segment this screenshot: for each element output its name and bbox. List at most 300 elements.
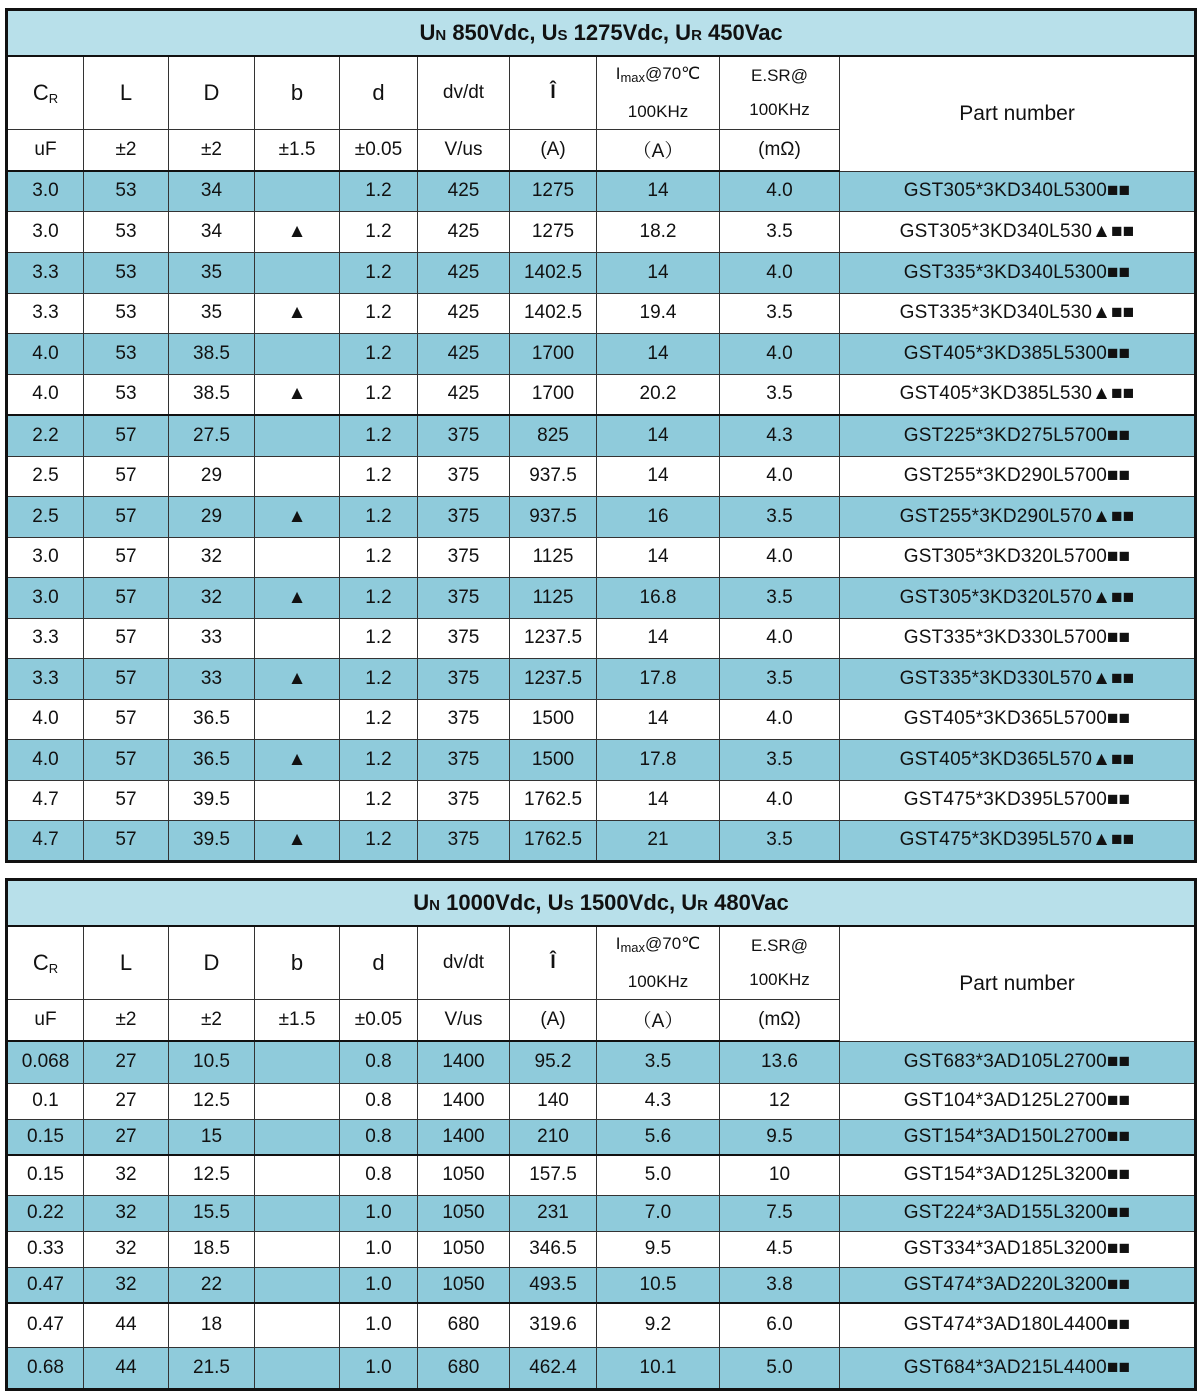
table-title [7,10,1196,56]
table-row [7,171,1196,211]
cell-lead-diameter: 1.2 [340,699,418,739]
cell-dvdt: 375 [418,537,510,577]
spec-table-850vdc [5,8,1197,863]
cell-lead-diameter: 1.2 [340,658,418,699]
cell-dvdt: 375 [418,739,510,780]
table-row [7,252,1196,293]
title-us-subscript: S [557,26,568,44]
cell-capacitance: 3.0 [7,537,84,577]
cell-imax: 14 [597,537,720,577]
cell-esr: 3.5 [720,211,840,252]
table-row [7,1303,1196,1347]
table-row [7,1041,1196,1083]
cell-part-number: GST683*3AD105L2700■■ [840,1041,1196,1083]
cell-b-marker [255,171,340,211]
cell-part-number: GST255*3KD290L5700■■ [840,456,1196,496]
cell-length: 57 [84,496,169,537]
cell-peak-current: 1125 [510,537,597,577]
cell-b-marker: ▲ [255,658,340,699]
cell-lead-diameter: 1.2 [340,415,418,456]
cell-dvdt: 375 [418,618,510,658]
cell-esr: 3.5 [720,820,840,861]
cell-capacitance: 0.33 [7,1231,84,1267]
table-row [7,415,1196,456]
cell-peak-current: 1762.5 [510,780,597,820]
table-row [7,456,1196,496]
cell-length: 32 [84,1231,169,1267]
cell-peak-current: 1125 [510,577,597,618]
cell-part-number: GST405*3KD385L530▲■■ [840,374,1196,415]
cell-esr: 3.5 [720,658,840,699]
cell-part-number: GST475*3KD395L5700■■ [840,780,1196,820]
cell-dvdt: 375 [418,820,510,861]
unit-cr: uF [7,999,84,1041]
cell-esr: 3.5 [720,374,840,415]
cell-lead-diameter: 1.0 [340,1267,418,1303]
cell-part-number: GST104*3AD125L2700■■ [840,1083,1196,1119]
cell-imax: 7.0 [597,1195,720,1231]
cell-length: 27 [84,1119,169,1155]
cell-diameter: 35 [169,293,255,333]
cell-peak-current: 1500 [510,739,597,780]
cell-imax: 20.2 [597,374,720,415]
cell-b-marker [255,1303,340,1347]
cell-capacitance: 3.0 [7,577,84,618]
cell-length: 57 [84,415,169,456]
cell-part-number: GST305*3KD320L5700■■ [840,537,1196,577]
table-row [7,1083,1196,1119]
cell-dvdt: 425 [418,293,510,333]
cell-length: 44 [84,1303,169,1347]
cell-length: 44 [84,1347,169,1389]
cell-diameter: 36.5 [169,699,255,739]
cell-dvdt: 425 [418,333,510,374]
cell-dvdt: 375 [418,699,510,739]
cell-diameter: 32 [169,537,255,577]
cell-imax: 10.5 [597,1267,720,1303]
unit-l: ±2 [84,129,169,171]
title-ur-subscript: R [697,896,708,914]
header-diameter: D [169,56,255,130]
cell-dvdt: 680 [418,1303,510,1347]
cell-esr: 9.5 [720,1119,840,1155]
cell-length: 57 [84,820,169,861]
cell-imax: 9.5 [597,1231,720,1267]
table-row [7,537,1196,577]
header-dvdt: dv/dt [418,926,510,1000]
cell-b-marker [255,333,340,374]
header-capacitance [7,926,84,1000]
title-un-symbol: U [413,889,430,915]
cell-diameter: 12.5 [169,1155,255,1195]
cell-esr: 7.5 [720,1195,840,1231]
cell-diameter: 18.5 [169,1231,255,1267]
cell-peak-current: 937.5 [510,496,597,537]
title-ur-value: 450Vac [708,19,783,45]
cell-length: 57 [84,658,169,699]
header-imax-subscript: max [620,939,646,955]
cell-imax: 21 [597,820,720,861]
cell-imax: 14 [597,171,720,211]
cell-esr: 4.0 [720,456,840,496]
cell-capacitance: 3.0 [7,211,84,252]
unit-ihat: (A) [510,129,597,171]
cell-esr: 3.5 [720,496,840,537]
cell-lead-diameter: 1.2 [340,537,418,577]
cell-dvdt: 1050 [418,1155,510,1195]
header-esr [720,56,840,130]
cell-diameter: 32 [169,577,255,618]
cell-imax: 14 [597,456,720,496]
cell-esr: 4.0 [720,171,840,211]
cell-length: 53 [84,374,169,415]
cell-peak-current: 210 [510,1119,597,1155]
cell-dvdt: 375 [418,415,510,456]
cell-part-number: GST475*3KD395L570▲■■ [840,820,1196,861]
cell-b-marker [255,1347,340,1389]
cell-peak-current: 1500 [510,699,597,739]
cell-peak-current: 825 [510,415,597,456]
cell-imax: 3.5 [597,1041,720,1083]
cell-lead-diameter: 1.0 [340,1195,418,1231]
cell-dvdt: 1400 [418,1119,510,1155]
cell-length: 32 [84,1267,169,1303]
cell-capacitance: 4.0 [7,739,84,780]
unit-ihat: (A) [510,999,597,1041]
cell-b-marker [255,780,340,820]
header-esr-freq: 100KHz [749,99,810,119]
unit-dvdt: V/us [418,999,510,1041]
cell-length: 53 [84,211,169,252]
cell-diameter: 33 [169,618,255,658]
cell-peak-current: 1700 [510,374,597,415]
header-esr-label: E.SR@ [751,935,808,955]
header-esr-label: E.SR@ [751,65,808,85]
spec-table-1000vdc [5,878,1197,1391]
header-cr-subscript: R [48,960,59,976]
header-capacitance [7,56,84,130]
cell-diameter: 34 [169,211,255,252]
cell-capacitance: 0.15 [7,1155,84,1195]
cell-lead-diameter: 0.8 [340,1155,418,1195]
header-imax-temp: @70℃ [645,63,701,83]
table-row [7,820,1196,861]
title-ur-value: 480Vac [714,889,789,915]
cell-diameter: 33 [169,658,255,699]
cell-b-marker [255,1119,340,1155]
cell-length: 57 [84,780,169,820]
cell-diameter: 29 [169,496,255,537]
cell-capacitance: 3.3 [7,658,84,699]
cell-peak-current: 1700 [510,333,597,374]
cell-capacitance: 4.0 [7,374,84,415]
cell-peak-current: 1275 [510,171,597,211]
cell-length: 27 [84,1083,169,1119]
cell-part-number: GST305*3KD340L5300■■ [840,171,1196,211]
cell-diameter: 34 [169,171,255,211]
cell-imax: 14 [597,618,720,658]
header-imax [597,926,720,1000]
cell-lead-diameter: 1.2 [340,293,418,333]
cell-lead-diameter: 1.2 [340,171,418,211]
table-row [7,658,1196,699]
cell-capacitance: 4.7 [7,780,84,820]
cell-part-number: GST305*3KD320L570▲■■ [840,577,1196,618]
header-esr-freq: 100KHz [749,969,810,989]
cell-b-marker [255,1195,340,1231]
header-part-number: Part number [840,56,1196,172]
cell-esr: 10 [720,1155,840,1195]
header-esr [720,926,840,1000]
cell-diameter: 15.5 [169,1195,255,1231]
header-imax-freq: 100KHz [627,101,689,121]
cell-peak-current: 1762.5 [510,820,597,861]
cell-esr: 3.5 [720,577,840,618]
cell-b-marker [255,537,340,577]
table-row [7,1231,1196,1267]
cell-part-number: GST405*3KD365L5700■■ [840,699,1196,739]
cell-capacitance: 4.7 [7,820,84,861]
table-row [7,739,1196,780]
cell-capacitance: 4.0 [7,699,84,739]
cell-capacitance: 3.3 [7,618,84,658]
unit-dvdt: V/us [418,129,510,171]
cell-b-marker: ▲ [255,293,340,333]
cell-esr: 5.0 [720,1347,840,1389]
header-dvdt: dv/dt [418,56,510,130]
cell-length: 57 [84,739,169,780]
cell-b-marker: ▲ [255,374,340,415]
table-row [7,780,1196,820]
cell-diameter: 29 [169,456,255,496]
cell-esr: 4.5 [720,1231,840,1267]
cell-dvdt: 375 [418,456,510,496]
cell-imax: 14 [597,415,720,456]
cell-length: 53 [84,171,169,211]
header-b: b [255,56,340,130]
title-ur-symbol: U [681,889,698,915]
cell-capacitance: 0.068 [7,1041,84,1083]
cell-diameter: 12.5 [169,1083,255,1119]
cell-lead-diameter: 1.2 [340,333,418,374]
header-imax-symbol: I [615,933,621,953]
cell-lead-diameter: 1.2 [340,456,418,496]
cell-diameter: 38.5 [169,374,255,415]
header-diameter: D [169,926,255,1000]
cell-b-marker [255,618,340,658]
cell-capacitance: 0.47 [7,1267,84,1303]
cell-diameter: 35 [169,252,255,293]
cell-diameter: 39.5 [169,780,255,820]
header-imax [597,56,720,130]
cell-imax: 17.8 [597,739,720,780]
cell-diameter: 36.5 [169,739,255,780]
cell-esr: 4.0 [720,699,840,739]
cell-diameter: 18 [169,1303,255,1347]
header-length: L [84,56,169,130]
cell-diameter: 27.5 [169,415,255,456]
cell-length: 57 [84,699,169,739]
unit-d-small: ±0.05 [340,129,418,171]
unit-b: ±1.5 [255,999,340,1041]
table-row [7,1119,1196,1155]
cell-esr: 3.5 [720,293,840,333]
unit-d-small: ±0.05 [340,999,418,1041]
cell-peak-current: 319.6 [510,1303,597,1347]
cell-peak-current: 493.5 [510,1267,597,1303]
title-ur-subscript: R [691,26,702,44]
cell-imax: 14 [597,252,720,293]
cell-length: 57 [84,577,169,618]
cell-dvdt: 680 [418,1347,510,1389]
cell-capacitance: 2.5 [7,456,84,496]
header-cr-symbol: C [32,79,49,105]
header-peak-current: Î [510,926,597,1000]
table-row [7,1347,1196,1389]
cell-peak-current: 1402.5 [510,252,597,293]
cell-capacitance: 0.15 [7,1119,84,1155]
cell-imax: 10.1 [597,1347,720,1389]
cell-capacitance: 0.47 [7,1303,84,1347]
cell-part-number: GST405*3KD385L5300■■ [840,333,1196,374]
table-row [7,374,1196,415]
cell-b-marker [255,456,340,496]
cell-peak-current: 1237.5 [510,618,597,658]
cell-peak-current: 95.2 [510,1041,597,1083]
cell-dvdt: 1050 [418,1267,510,1303]
unit-esr: (mΩ) [720,129,840,171]
cell-peak-current: 1237.5 [510,658,597,699]
cell-dvdt: 375 [418,658,510,699]
cell-b-marker [255,415,340,456]
cell-part-number: GST335*3KD330L570▲■■ [840,658,1196,699]
header-cr-subscript: R [48,90,59,106]
cell-esr: 4.0 [720,537,840,577]
cell-b-marker [255,1155,340,1195]
title-us-subscript: S [563,896,574,914]
cell-length: 53 [84,333,169,374]
cell-dvdt: 375 [418,496,510,537]
header-imax-freq: 100KHz [627,971,689,991]
cell-capacitance: 2.5 [7,496,84,537]
cell-part-number: GST224*3AD155L3200■■ [840,1195,1196,1231]
header-imax-symbol: I [615,63,621,83]
cell-imax: 14 [597,333,720,374]
cell-dvdt: 425 [418,211,510,252]
header-imax-subscript: max [620,69,646,85]
cell-imax: 14 [597,699,720,739]
cell-b-marker: ▲ [255,739,340,780]
unit-esr: (mΩ) [720,999,840,1041]
cell-length: 57 [84,537,169,577]
cell-part-number: GST225*3KD275L5700■■ [840,415,1196,456]
cell-lead-diameter: 1.2 [340,820,418,861]
unit-d-big: ±2 [169,999,255,1041]
cell-dvdt: 1400 [418,1083,510,1119]
cell-lead-diameter: 1.2 [340,780,418,820]
cell-part-number: GST684*3AD215L4400■■ [840,1347,1196,1389]
title-ur-symbol: U [675,19,692,45]
cell-diameter: 15 [169,1119,255,1155]
cell-part-number: GST335*3KD340L530▲■■ [840,293,1196,333]
unit-cr: uF [7,129,84,171]
header-lead-diameter: d [340,926,418,1000]
cell-b-marker [255,1083,340,1119]
title-un-subscript: N [429,896,441,914]
cell-imax: 18.2 [597,211,720,252]
title-un-value: 1000Vdc, [446,889,542,915]
cell-imax: 14 [597,780,720,820]
title-us-symbol: U [547,889,564,915]
cell-esr: 4.0 [720,780,840,820]
cell-lead-diameter: 1.2 [340,211,418,252]
cell-esr: 4.0 [720,333,840,374]
cell-lead-diameter: 1.2 [340,618,418,658]
unit-imax: （A） [597,999,720,1041]
header-imax-temp: @70℃ [645,933,701,953]
cell-imax: 9.2 [597,1303,720,1347]
cell-length: 27 [84,1041,169,1083]
cell-length: 53 [84,252,169,293]
cell-capacitance: 0.1 [7,1083,84,1119]
cell-imax: 17.8 [597,658,720,699]
cell-length: 32 [84,1155,169,1195]
cell-dvdt: 375 [418,577,510,618]
cell-b-marker [255,1231,340,1267]
cell-diameter: 22 [169,1267,255,1303]
table-row [7,618,1196,658]
cell-peak-current: 462.4 [510,1347,597,1389]
cell-diameter: 38.5 [169,333,255,374]
cell-diameter: 21.5 [169,1347,255,1389]
cell-lead-diameter: 1.0 [340,1231,418,1267]
cell-peak-current: 1402.5 [510,293,597,333]
cell-dvdt: 375 [418,780,510,820]
cell-esr: 6.0 [720,1303,840,1347]
title-us-value: 1500Vdc, [579,889,676,915]
cell-diameter: 39.5 [169,820,255,861]
cell-esr: 3.8 [720,1267,840,1303]
cell-peak-current: 140 [510,1083,597,1119]
cell-capacitance: 2.2 [7,415,84,456]
cell-b-marker: ▲ [255,577,340,618]
table-row [7,333,1196,374]
cell-lead-diameter: 1.2 [340,252,418,293]
header-length: L [84,926,169,1000]
cell-part-number: GST405*3KD365L570▲■■ [840,739,1196,780]
title-us-value: 1275Vdc, [573,19,670,45]
cell-lead-diameter: 1.0 [340,1303,418,1347]
cell-dvdt: 1050 [418,1195,510,1231]
cell-part-number: GST255*3KD290L570▲■■ [840,496,1196,537]
cell-b-marker: ▲ [255,820,340,861]
cell-length: 57 [84,456,169,496]
cell-part-number: GST474*3AD180L4400■■ [840,1303,1196,1347]
unit-l: ±2 [84,999,169,1041]
table-row [7,211,1196,252]
cell-b-marker: ▲ [255,211,340,252]
header-cr-symbol: C [32,949,49,975]
cell-lead-diameter: 0.8 [340,1083,418,1119]
table-row [7,496,1196,537]
cell-imax: 16 [597,496,720,537]
cell-b-marker [255,699,340,739]
cell-imax: 5.6 [597,1119,720,1155]
cell-peak-current: 157.5 [510,1155,597,1195]
cell-lead-diameter: 0.8 [340,1041,418,1083]
cell-lead-diameter: 0.8 [340,1119,418,1155]
cell-capacitance: 3.3 [7,293,84,333]
